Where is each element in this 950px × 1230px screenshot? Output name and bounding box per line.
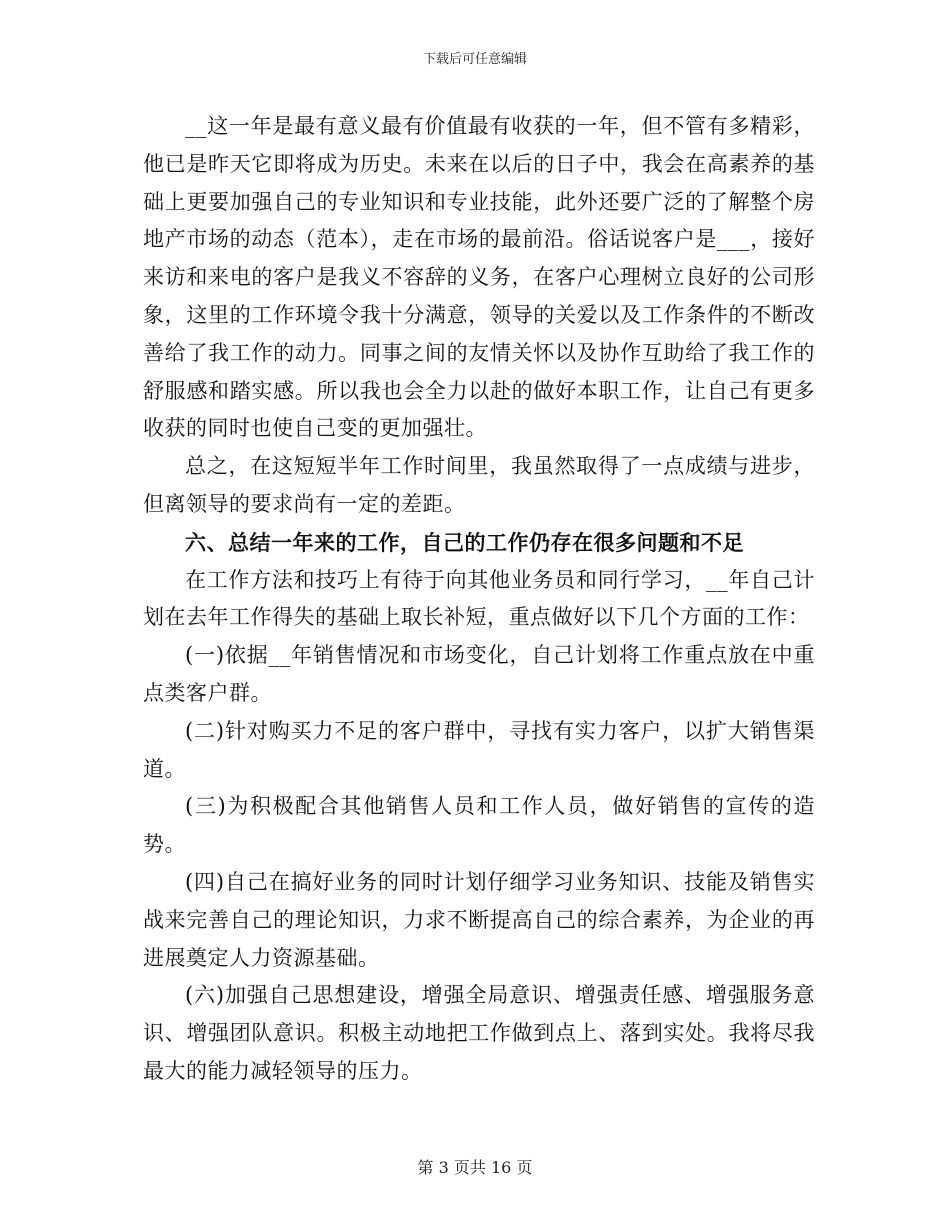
list-item: (三)为积极配合其他销售人员和工作人员，做好销售的宣传的造势。: [143, 794, 815, 857]
paragraph: 在工作方法和技巧上有待于向其他业务员和同行学习，__年自己计划在去年工作得失的基础上取长补短，重点做好以下几个方面的工作：: [143, 567, 815, 630]
page-number: 第 3 页共 16 页: [417, 1158, 533, 1177]
list-item: (一)依据__年销售情况和市场变化，自己计划将工作重点放在中重点类客户群。: [143, 643, 815, 705]
list-item: (二)针对购买力不足的客户群中，寻找有实力客户，以扩大销售渠道。: [143, 718, 815, 781]
section-heading: 六、总结一年来的工作，自己的工作仍存在很多问题和不足: [185, 529, 744, 555]
page-header: 下载后可任意编辑: [422, 52, 527, 67]
list-item: (六)加强自己思想建设，增强全局意识、增强责任感、增强服务意识、增强团队意识。积极主动地把工作做到点上、落到实处。我将尽我最大的能力减轻领导的压力。: [143, 983, 815, 1083]
list-item: (四)自己在搞好业务的同时计划仔细学习业务知识、技能及销售实战来完善自己的理论知识，力求不断提高自己的综合素养，为企业的再进展奠定人力资源基础。: [143, 869, 815, 970]
paragraph: 总之，在这短短半年工作时间里，我虽然取得了一点成绩与进步，但离领导的要求尚有一定的差距。: [143, 454, 815, 516]
document-body: [143, 108, 815, 1091]
paragraph: __这一年是最有意义最有价值最有收获的一年，但不管有多精彩，他已是昨天它即将成为历史。未来在以后的日子中，我会在高素养的基础上更要加强自己的专业知识和专业技能，此外还要广泛的了解整个房地产市场的动态（范本），走在市场的最前沿。俗话说客户是___，接好来访和来电的客户是我义不容辞的义务，在客户心理树立良好的公司形象，这里的工作环境令我十分满意，领导的关爱以及工作条件的不断改善给了我工作的动力。同事之间的友情关怀以及协作互助给了我工作的舒服感和踏实感。所以我也会全力以赴的做好本职工作，让自己有更多收获的同时也使自己变的更加强壮。: [143, 114, 815, 441]
